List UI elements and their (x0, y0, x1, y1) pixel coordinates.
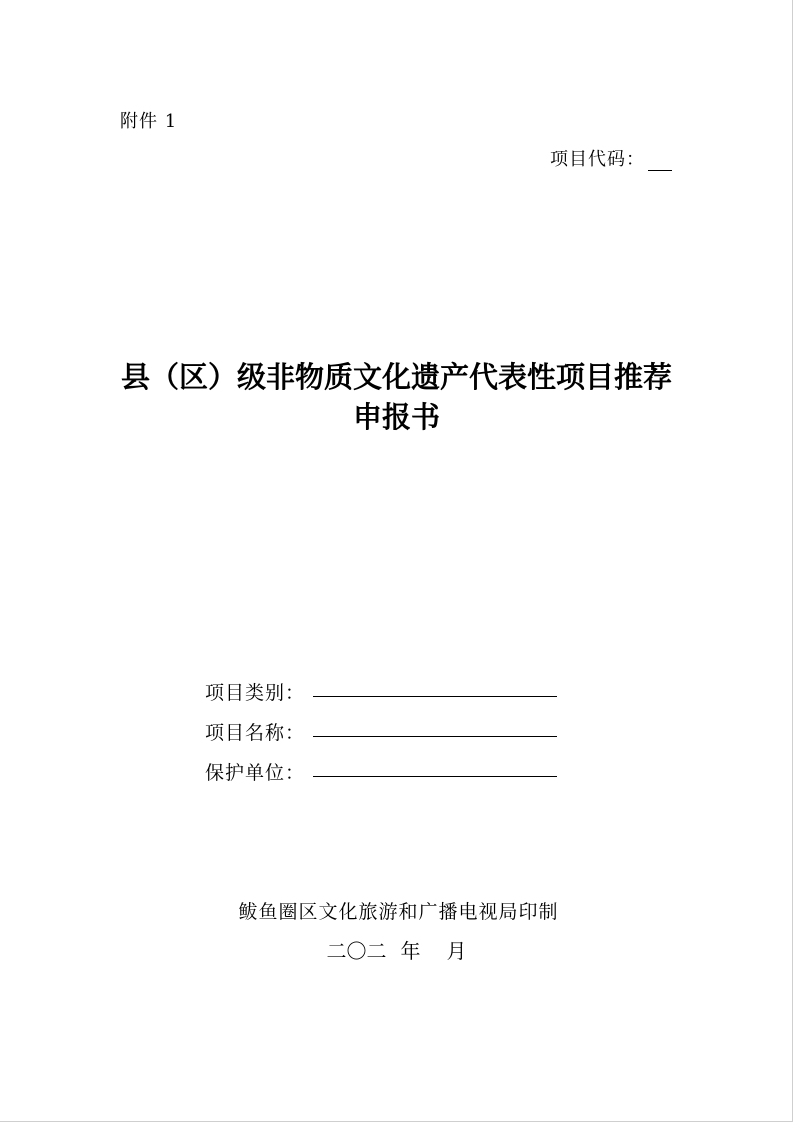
protection-unit-blank (313, 775, 557, 777)
project-category-blank (313, 695, 557, 697)
month-label: 月 (446, 939, 467, 963)
project-code (550, 145, 672, 171)
attachment-label: 附件 1 (120, 111, 178, 132)
document-title-line-1: 县（区）级非物质文化遗产代表性项目推荐 (120, 360, 672, 394)
project-code-label: 项目代码： (550, 149, 645, 170)
field-label: 保护单位： (205, 762, 306, 784)
field-protection-unit (205, 745, 557, 785)
field-label: 项目类别： (205, 682, 306, 704)
year-label: 年 (400, 939, 421, 963)
project-name-blank (313, 735, 557, 737)
publisher-line: 鲅鱼圈区文化旅游和广播电视局印制 (238, 901, 559, 923)
project-code-blank (648, 154, 672, 171)
document-title-line-2: 申报书 (352, 400, 440, 434)
field-project-name (205, 705, 557, 745)
field-project-category (205, 665, 557, 705)
date-line (0, 935, 793, 964)
form-fields (205, 665, 557, 785)
field-label: 项目名称： (205, 722, 306, 744)
year-digits: 二〇二 (326, 939, 387, 963)
